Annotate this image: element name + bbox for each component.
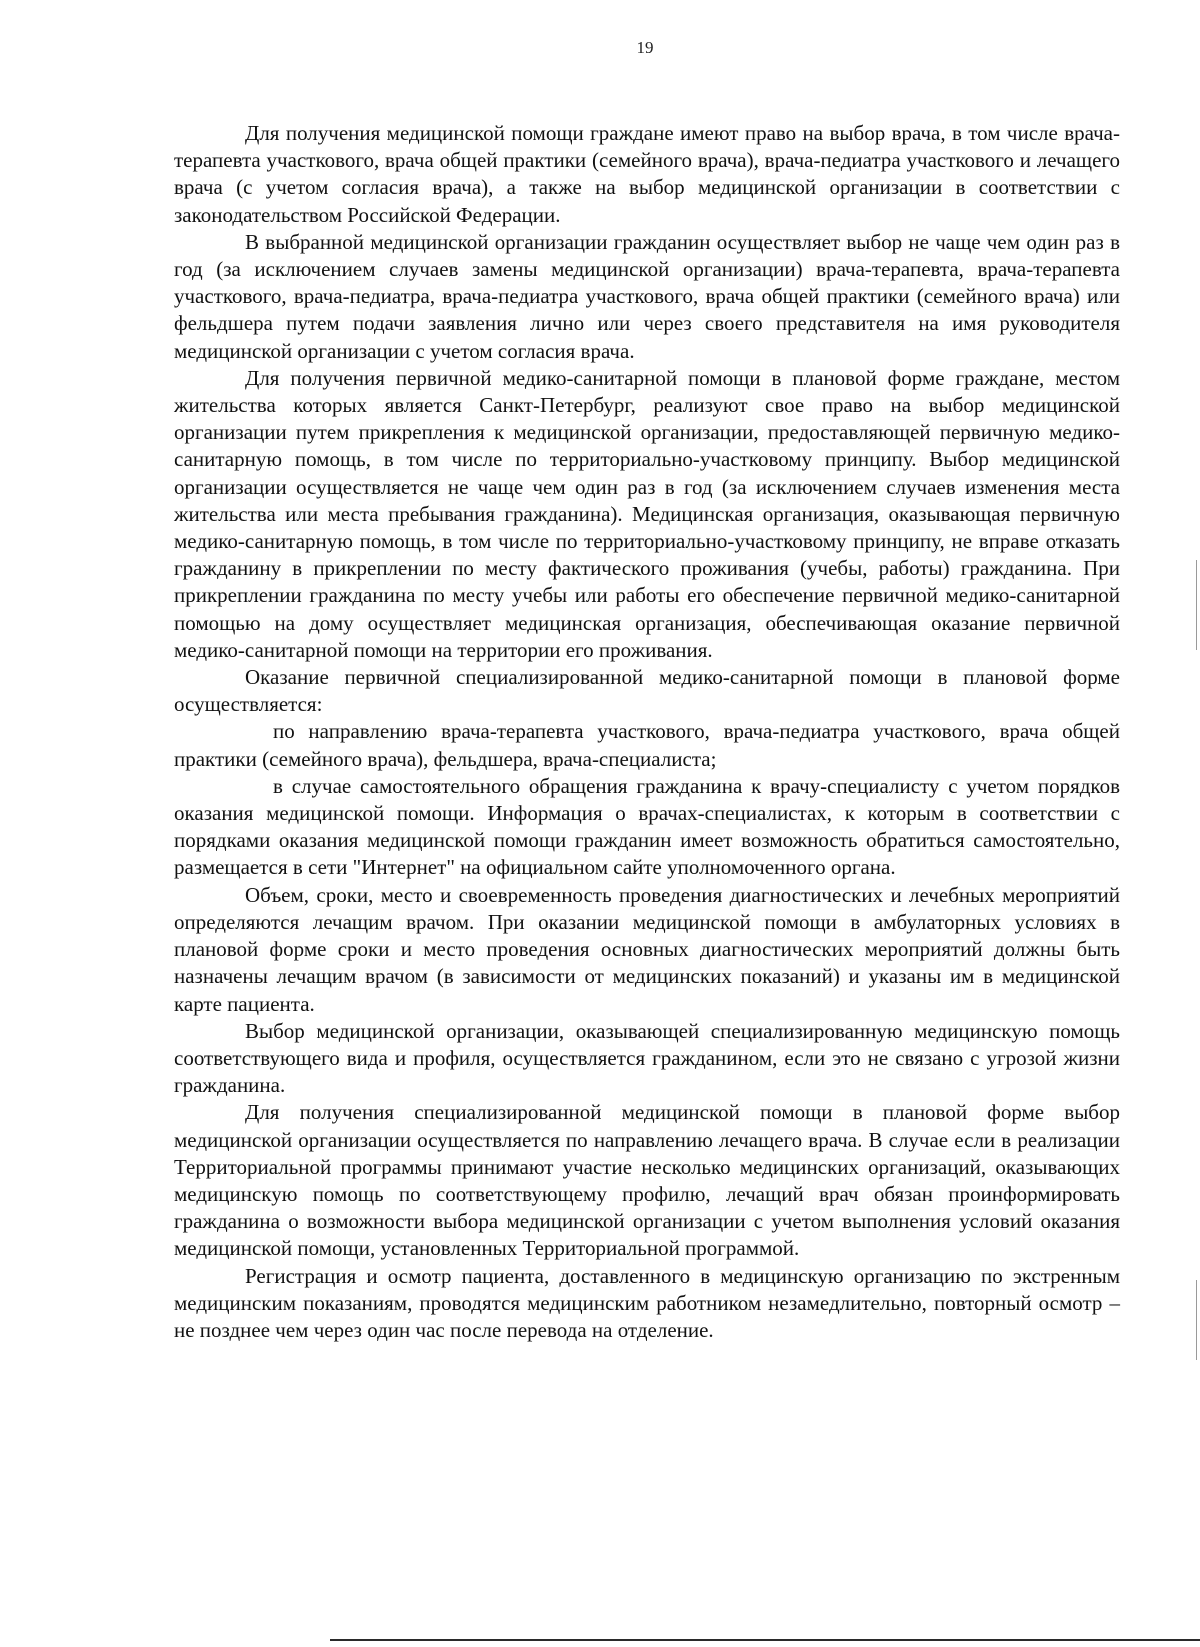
list-item-self-referral: в случае самостоятельного обращения гражданина к врачу-специалисту с учетом порядков оказания медицинской помощи. Информация о врачах-специалистах, к которым в соответствии с порядками оказания медицинской помощи гражданин имеет возможность обратиться самостоятельно, размещается в сети "Интернет" на официальном сайте уполномоченного органа. bbox=[174, 773, 1120, 880]
paragraph-specialized-organization-choice: Выбор медицинской организации, оказывающей специализированную медицинскую помощь соответствующего вида и профиля, осуществляется гражданином, если это не связано с угрозой жизни гражданина. bbox=[174, 1018, 1120, 1098]
document-body bbox=[174, 120, 1120, 1344]
paragraph-choice-frequency: В выбранной медицинской организации гражданин осуществляет выбор не чаще чем один раз в год (за исключением случаев замены медицинской организации) врача-терапевта, врача-терапевта участкового, врача-педиатра, врача-педиатра участкового, врача общей практики (семейного врача) или фельдшера путем подачи заявления лично или через своего представителя на имя руководителя медицинской организации с учетом согласия врача. bbox=[174, 229, 1120, 363]
scan-bottom-edge bbox=[330, 1639, 1200, 1641]
paragraph-diagnostics-scope: Объем, сроки, место и своевременность проведения диагностических и лечебных мероприятий определяются лечащим врачом. При оказании медицинской помощи в амбулаторных условиях в плановой форме сроки и место проведения основных диагностических мероприятий должны быть назначены лечащим врачом (в зависимости от медицинских показаний) и указаны им в медицинской карте пациента. bbox=[174, 882, 1120, 1016]
scan-margin-line bbox=[1196, 1280, 1197, 1360]
paragraph-primary-care-attachment: Для получения первичной медико-санитарной помощи в плановой форме граждане, местом жительства которых является Санкт-Петербург, реализуют свое право на выбор медицинской организации путем прикрепления к медицинской организации, предоставляющей первичную медико-санитарную помощь, в том числе по территориально-участковому принципу. Выбор медицинской организации осуществляется не чаще чем один раз в год (за исключением случаев изменения места жительства или места пребывания гражданина). Медицинская организация, оказывающая первичную медико-санитарную помощь, в том числе по территориально-участковому принципу, не вправе отказать гражданину в прикреплении по месту фактического проживания (учебы, работы) гражданина. При прикреплении гражданина по месту учебы или работы его обеспечение первичной медико-санитарной помощью на дому осуществляет медицинская организация, обеспечивающая оказание первичной медико-санитарной помощи на территории его проживания. bbox=[174, 365, 1120, 662]
scan-margin-line bbox=[1196, 560, 1197, 650]
list-item-referral: по направлению врача-терапевта участкового, врача-педиатра участкового, врача общей практики (семейного врача), фельдшера, врача-специалиста; bbox=[174, 719, 1120, 771]
paragraph-planned-specialized-care: Для получения специализированной медицинской помощи в плановой форме выбор медицинской организации осуществляется по направлению лечащего врача. В случае если в реализации Территориальной программы принимают участие несколько медицинских организаций, оказывающих медицинскую помощь по соответствующему профилю, лечащий врач обязан проинформировать гражданина о возможности выбора медицинской организации с учетом выполнения условий оказания медицинской помощи, установленных Территориальной программой. bbox=[174, 1100, 1120, 1261]
paragraph-choice-of-doctor: Для получения медицинской помощи граждане имеют право на выбор врача, в том числе врача-терапевта участкового, врача общей практики (семейного врача), врача-педиатра участкового и лечащего врача (с учетом согласия врача), а также на выбор медицинской организации в соответствии с законодательством Российской Федерации. bbox=[174, 121, 1120, 227]
paragraph-specialized-primary-care: Оказание первичной специализированной медико-санитарной помощи в плановой форме осуществляется: bbox=[174, 665, 1120, 717]
page-number: 19 bbox=[636, 38, 654, 57]
paragraph-emergency-registration: Регистрация и осмотр пациента, доставленного в медицинскую организацию по экстренным медицинским показаниям, проводятся медицинским работником незамедлительно, повторный осмотр – не позднее чем через один час после перевода на отделение. bbox=[174, 1263, 1120, 1342]
